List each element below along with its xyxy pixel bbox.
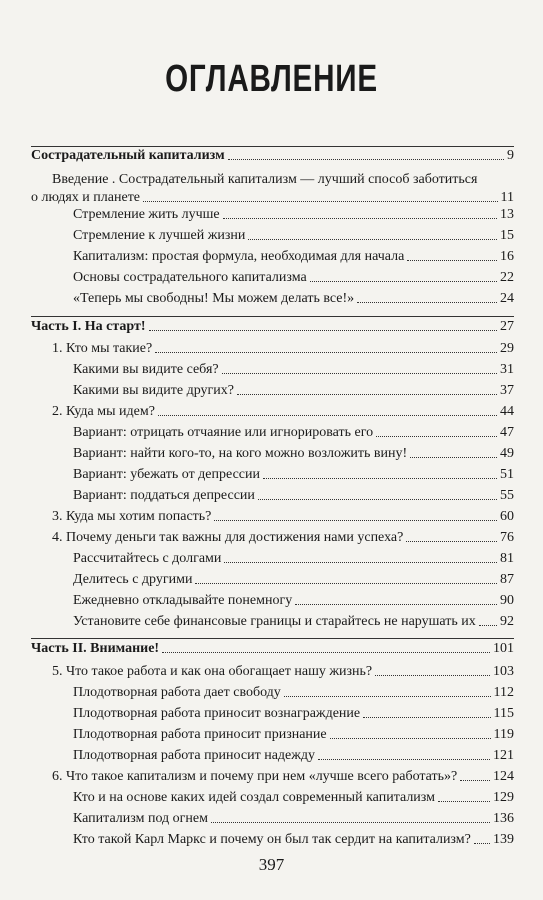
toc-entry <box>73 488 514 504</box>
toc-entry-page: 76 <box>500 530 514 545</box>
dot-leader <box>263 478 497 479</box>
toc-entry-label: Кто и на основе каких идей создал современный капитализм <box>73 790 435 805</box>
toc-entry <box>31 319 514 335</box>
toc-entry <box>52 769 514 785</box>
toc-entry <box>31 172 514 206</box>
toc-entry <box>73 270 514 286</box>
toc-entry-page: 92 <box>500 614 514 629</box>
dot-leader <box>214 520 497 521</box>
toc-entry-label: Кто такой Карл Маркс и почему он был так сердит на капитализм? <box>73 832 471 847</box>
toc-entry-page: 55 <box>500 488 514 503</box>
dot-leader <box>479 625 497 626</box>
toc-entry-page: 119 <box>493 727 514 742</box>
toc-entry-label-continued: о людях и планете <box>31 190 141 205</box>
dot-leader <box>248 239 497 240</box>
toc-entry-page: 81 <box>500 551 514 566</box>
toc-entry <box>73 727 514 743</box>
dot-leader <box>295 604 497 605</box>
toc-entry-label: Капитализм: простая формула, необходимая для начала <box>73 249 405 264</box>
toc-entry <box>52 509 514 525</box>
toc-entry-label: 4. Почему деньги так важны для достижения нами успеха? <box>52 530 404 545</box>
toc-entry <box>73 362 514 378</box>
toc-entry-page: 112 <box>493 685 514 700</box>
toc-entry-label: Стремление к лучшей жизни <box>73 228 246 243</box>
dot-leader <box>284 696 491 697</box>
toc-entry <box>73 228 514 244</box>
toc-entry-page: 9 <box>507 148 514 163</box>
dot-leader <box>155 352 497 353</box>
toc-entry-page: 37 <box>500 383 514 398</box>
toc-entry <box>73 748 514 764</box>
dot-leader <box>224 562 497 563</box>
toc-entry-page: 129 <box>493 790 514 805</box>
toc-entry-label: 3. Куда мы хотим попасть? <box>52 509 212 524</box>
toc-entry-label: Основы сострадательного капитализма <box>73 270 307 285</box>
toc-entry-label: Вариант: убежать от депрессии <box>73 467 260 482</box>
dot-leader <box>363 717 490 718</box>
toc-entry-page: 115 <box>493 706 514 721</box>
toc-entry-page: 31 <box>500 362 514 377</box>
toc-entry-label: Плодотворная работа приносит надежду <box>73 748 316 763</box>
toc-entry <box>73 572 514 588</box>
toc-entry-label: Плодотворная работа приносит вознаграждение <box>73 706 361 721</box>
toc-entry-label: Часть I. На старт! <box>31 319 146 334</box>
toc-entry <box>73 207 514 223</box>
toc-entry-label: Установите себе финансовые границы и старайтесь не нарушать их <box>73 614 476 629</box>
toc-entry-page: 13 <box>500 207 514 222</box>
toc-entry <box>52 664 514 680</box>
toc-entry-label: Введение . Сострадательный капитализм — лучший способ заботиться <box>52 172 478 187</box>
dot-leader <box>162 652 490 653</box>
toc-entry-page: 51 <box>500 467 514 482</box>
toc-entry-page: 27 <box>500 319 514 334</box>
dot-leader <box>258 499 497 500</box>
toc-entry-label: 1. Кто мы такие? <box>52 341 153 356</box>
page-number: 397 <box>258 855 285 874</box>
toc-entry-page: 11 <box>500 190 514 205</box>
toc-entry-label: Часть II. Внимание! <box>31 641 160 656</box>
dot-leader <box>143 201 497 202</box>
toc-entry <box>73 685 514 701</box>
toc-entry-page: 139 <box>493 832 514 847</box>
toc-entry-page: 16 <box>500 249 514 264</box>
toc-entry-page: 47 <box>500 425 514 440</box>
toc-entry <box>73 467 514 483</box>
section-divider <box>31 316 514 317</box>
toc-entry-page: 124 <box>493 769 514 784</box>
dot-leader <box>438 801 490 802</box>
toc-entry-label: Какими вы видите других? <box>73 383 234 398</box>
toc-entry-label: Сострадательный капитализм <box>31 148 225 163</box>
toc-entry <box>52 341 514 357</box>
toc-entry <box>73 811 514 827</box>
dot-leader <box>330 738 491 739</box>
toc-entry <box>73 291 514 307</box>
toc-entry <box>73 425 514 441</box>
toc-entry-label: Какими вы видите себя? <box>73 362 219 377</box>
toc-entry-page: 103 <box>493 664 514 679</box>
dot-leader <box>237 394 497 395</box>
dot-leader <box>223 218 497 219</box>
toc-entry <box>73 551 514 567</box>
toc-entry-page: 101 <box>493 641 514 656</box>
toc-entry-page: 87 <box>500 572 514 587</box>
toc-entry-page: 121 <box>493 748 514 763</box>
toc-entry-page: 44 <box>500 404 514 419</box>
toc-entry <box>52 404 514 420</box>
dot-leader <box>357 302 497 303</box>
dot-leader <box>222 373 497 374</box>
toc-entry-page: 24 <box>500 291 514 306</box>
toc-entry-label: Плодотворная работа приносит признание <box>73 727 327 742</box>
toc-entry-label: Вариант: отрицать отчаяние или игнорировать его <box>73 425 374 440</box>
dot-leader <box>407 260 497 261</box>
toc-entry <box>73 593 514 609</box>
toc-entry-label: Плодотворная работа дает свободу <box>73 685 281 700</box>
toc-entry-label: 6. Что такое капитализм и почему при нем «лучше всего работать»? <box>52 769 458 784</box>
toc-entry <box>73 832 514 848</box>
toc-entry-label: Рассчитайтесь с долгами <box>73 551 222 566</box>
toc-entry-label: Стремление жить лучше <box>73 207 220 222</box>
toc-entry <box>73 249 514 265</box>
toc-entry <box>73 790 514 806</box>
toc-entry-label: 2. Куда мы идем? <box>52 404 155 419</box>
toc-entry-page: 60 <box>500 509 514 524</box>
toc-entry <box>73 706 514 722</box>
toc-entry <box>31 641 514 657</box>
toc-entry-page: 29 <box>500 341 514 356</box>
dot-leader <box>460 780 490 781</box>
dot-leader <box>149 330 497 331</box>
dot-leader <box>211 822 490 823</box>
toc-entry-label: Вариант: найти кого-то, на кого можно возложить вину! <box>73 446 408 461</box>
dot-leader <box>410 457 497 458</box>
dot-leader <box>474 843 490 844</box>
toc-entry-label: Капитализм под огнем <box>73 811 208 826</box>
dot-leader <box>375 675 490 676</box>
toc-entry-label: «Теперь мы свободны! Мы можем делать все!» <box>73 291 355 306</box>
dot-leader <box>158 415 497 416</box>
dot-leader <box>376 436 497 437</box>
dot-leader <box>406 541 497 542</box>
section-divider <box>31 146 514 147</box>
toc-entry-page: 49 <box>500 446 514 461</box>
toc-entry <box>52 530 514 546</box>
page-title: ОГЛАВЛЕНИЕ <box>165 58 378 100</box>
toc-entry-page: 90 <box>500 593 514 608</box>
toc-entry-page: 136 <box>493 811 514 826</box>
dot-leader <box>195 583 497 584</box>
toc-entry-label: Вариант: поддаться депрессии <box>73 488 255 503</box>
toc-entry <box>31 148 514 164</box>
toc-entry-page: 15 <box>500 228 514 243</box>
toc-entry <box>73 446 514 462</box>
dot-leader <box>318 759 490 760</box>
section-divider <box>31 638 514 639</box>
toc-entry-label: Ежедневно откладывайте понемногу <box>73 593 293 608</box>
dot-leader <box>228 159 504 160</box>
toc-entry <box>73 383 514 399</box>
toc-entry <box>73 614 514 630</box>
toc-entry-page: 22 <box>500 270 514 285</box>
toc-entry-label: 5. Что такое работа и как она обогащает нашу жизнь? <box>52 664 373 679</box>
dot-leader <box>310 281 497 282</box>
toc-entry-label: Делитесь с другими <box>73 572 193 587</box>
